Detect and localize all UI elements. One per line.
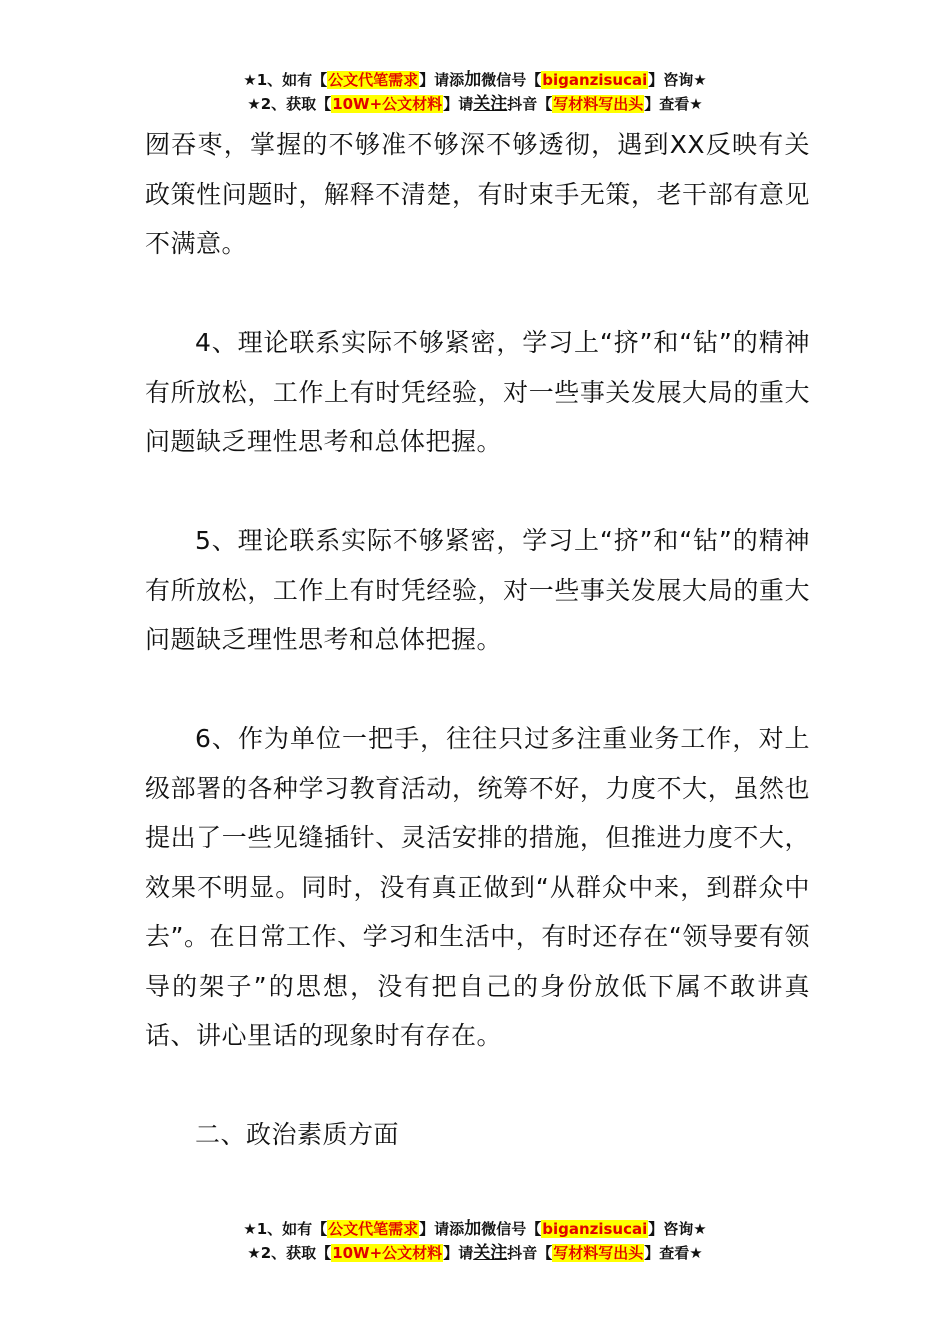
highlight-ghostwriting: 公文代笔需求 (328, 1220, 419, 1238)
banner-text: 】请添 (419, 1220, 465, 1238)
highlight-douyin: 写材料写出头 (553, 1244, 644, 1262)
banner-text: 】咨询★ (648, 71, 707, 89)
paragraph-item-4: 4、理论联系实际不够紧密，学习上“挤”和“钻”的精神有所放松，工作上有时凭经验，对一些事关发展大局的重大问题缺乏理性思考和总体把握。 (145, 328, 810, 456)
banner-text-underlined: 关注 (473, 1243, 508, 1263)
header-banner-line-2 (0, 92, 950, 116)
banner-text-emphasis: 加 (464, 1219, 482, 1239)
banner-text: 】请 (443, 95, 474, 113)
banner-text: ★1、如有【 (243, 1220, 328, 1238)
banner-text: ★1、如有【 (243, 71, 328, 89)
banner-text: ★2、获取【 (247, 95, 332, 113)
banner-text: 微信号【 (481, 71, 542, 89)
paragraph-gap (145, 269, 810, 319)
banner-text: 】请 (443, 1244, 474, 1262)
paragraph-item-5: 5、理论联系实际不够紧密，学习上“挤”和“钻”的精神有所放松，工作上有时凭经验，对一些事关发展大局的重大问题缺乏理性思考和总体把握。 (145, 526, 810, 654)
banner-text-emphasis: 加 (464, 70, 482, 90)
header-banner (0, 68, 950, 116)
banner-text: 】咨询★ (648, 1220, 707, 1238)
banner-text-underlined: 关注 (473, 94, 508, 114)
paragraph-gap (145, 665, 810, 715)
section-heading: 二、政治素质方面 (195, 1120, 400, 1149)
highlight-wechat-id: biganzisucai (542, 1220, 648, 1238)
banner-text: 】查看★ (644, 95, 703, 113)
document-body (145, 120, 810, 1160)
header-banner-line-1 (0, 68, 950, 92)
paragraph-item-6: 6、作为单位一把手，往往只过多注重业务工作，对上级部署的各种学习教育活动，统筹不好，力度不大，虽然也提出了一些见缝插针、灵活安排的措施，但推进力度不大，效果不明显。同时，没有真正做到“从群众中来，到群众中去”。在日常工作、学习和生活中，有时还存在“领导要有领导的架子”的思想，没有把自己的身份放低下属不敢讲真话、讲心里话的现象时有存在。 (145, 724, 810, 1050)
footer-banner-line-2 (0, 1241, 950, 1265)
footer-banner (0, 1217, 950, 1265)
banner-text: ★2、获取【 (247, 1244, 332, 1262)
footer-banner-line-1 (0, 1217, 950, 1241)
highlight-ghostwriting: 公文代笔需求 (328, 71, 419, 89)
highlight-wechat-id: biganzisucai (542, 71, 648, 89)
banner-text: 抖音【 (507, 1244, 553, 1262)
banner-text: 】查看★ (644, 1244, 703, 1262)
paragraph-gap (145, 467, 810, 517)
banner-text: 微信号【 (481, 1220, 542, 1238)
highlight-materials: 10W+公文材料 (332, 1244, 443, 1262)
highlight-douyin: 写材料写出头 (553, 95, 644, 113)
banner-text: 抖音【 (507, 95, 553, 113)
highlight-materials: 10W+公文材料 (332, 95, 443, 113)
paragraph-continued: 囫吞枣，掌握的不够准不够深不够透彻，遇到XX反映有关政策性问题时，解释不清楚，有时束手无策，老干部有意见不满意。 (145, 130, 810, 258)
banner-text: 】请添 (419, 71, 465, 89)
paragraph-gap (145, 1061, 810, 1111)
